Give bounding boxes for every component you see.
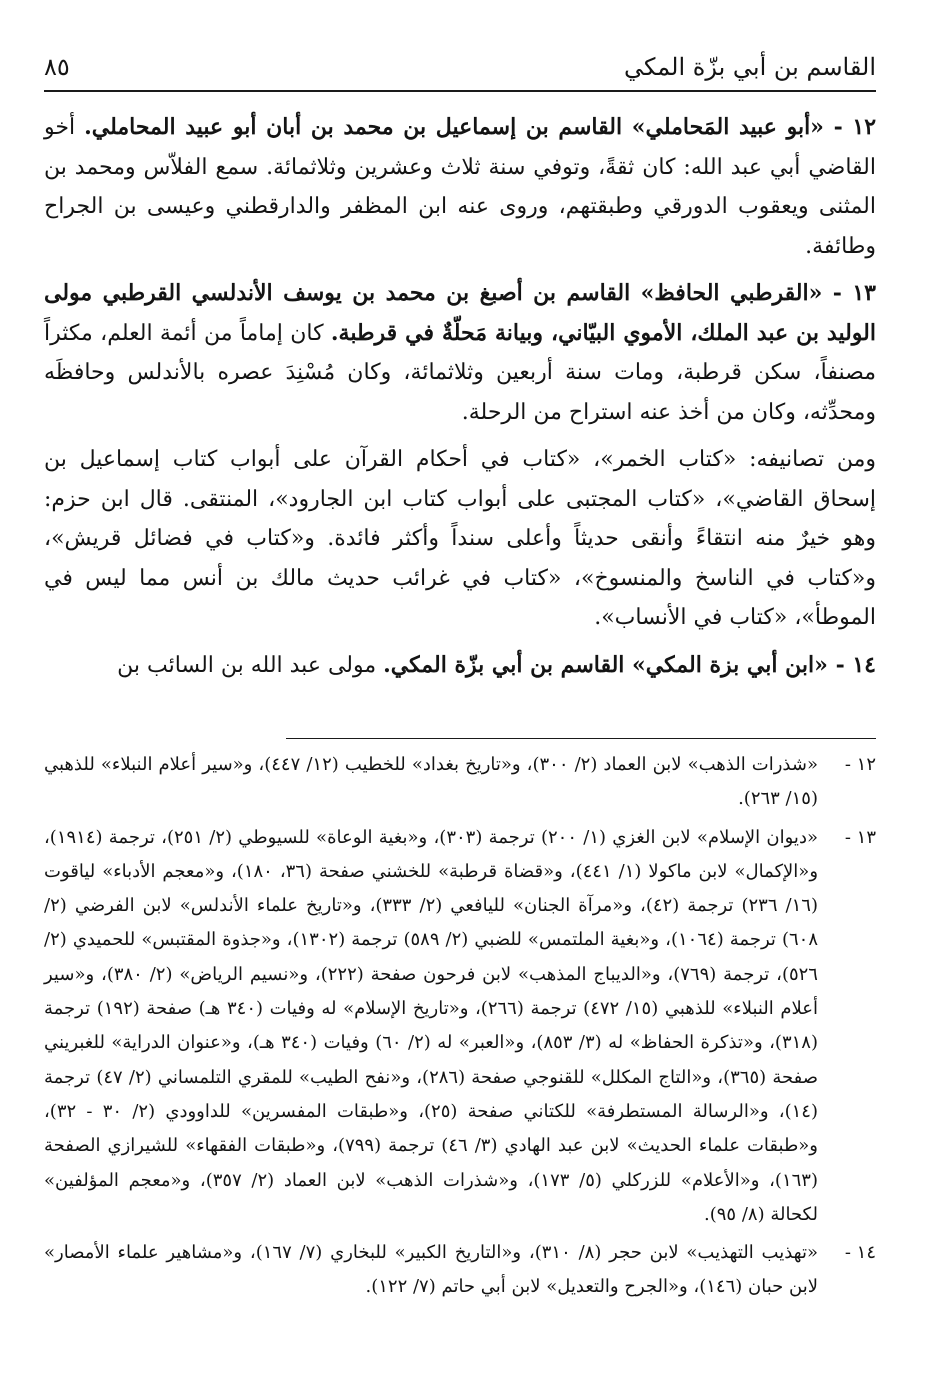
entry-12 (44, 108, 876, 266)
footnote-separator (286, 738, 876, 739)
entry-number: ١٣ - (822, 280, 876, 306)
entry-body: أخو القاضي أبي عبد الله: كان ثقةً، وتوفي سنة ثلاث وعشرين وثلاثمائة. سمع الفلاّس ومحمد بن المثنى ويعقوب الدورقي وطبقتهم، وروى عنه ابن المظفر والدارقطني وعيسى بن الجراح وطائفة. (44, 115, 876, 259)
footnote-number: ١٤ - (844, 1242, 876, 1264)
footnote-number: ١٣ - (844, 826, 876, 848)
page-number: ٨٥ (44, 53, 70, 81)
entry-heading: «ابن أبي بزة المكي» القاسم بن أبي بزّة المكي. (383, 651, 828, 678)
entry-body: مولى عبد الله بن السائب بن (117, 652, 384, 678)
footnote-13 (44, 821, 876, 1233)
footnote-text: «ديوان الإسلام» لابن الغزي (١/ ٢٠٠) ترجمة (٣٠٣)، و«بغية الوعاة» للسيوطي (٢/ ٢٥١)، ترجمة (١٩١٤)، و«الإكمال» لابن ماكولا (١/ ٤٤١)، و«قضاة قرطبة» للخشني صفحة (٣٦، ١٨٠)، و«معجم الأدباء» لياقوت (١٦/ ٢٣٦) ترجمة (٤٢)، و«مرآة الجنان» لليافعي (٢/ ٣٣٣)، و«تاريخ علماء الأندلس» لابن الفرضي (٢/ ٦٠٨) ترجمة (١٠٦٤)، و«بغية الملتمس» للضبي (٢/ ٥٨٩) ترجمة (١٣٠٢)، و«جذوة المقتبس» للحميدي (٢/ ٥٢٦)، ترجمة (٧٦٩)، و«الديباج المذهب» لابن فرحون صفحة (٢٢٢)، و«نسيم الرياض» (٢/ ٣٨٠)، و«سير أعلام النبلاء» للذهبي (١٥/ ٤٧٢) ترجمة (٢٦٦)، و«تاريخ الإسلام» له وفيات (٣٤٠ هـ) صفحة (١٩٢) ترجمة (٣١٨)، و«تذكرة الحفاظ» له (٣/ ٨٥٣)، و«العبر» له (٢/ ٦٠) وفيات (٣٤٠ هـ)، و«عنوان الدراية» للغبريني صفحة (٣٦٥)، و«التاج المكلل» للقنوجي صفحة (٢٨٦)، و«نفح الطيب» للمقري التلمساني (٢/ ٤٧) ترجمة (١٤)، و«الرسالة المستطرفة» للكتاني صفحة (٢٥)، و«طبقات المفسرين» للداوودي (٢/ ٣٠ - ٣٢)، و«طبقات علماء الحديث» لابن عبد الهادي (٣/ ٤٦) ترجمة (٧٩٩)، و«طبقات الفقهاء» للشيرازي الصفحة (١٦٣)، و«الأعلام» للزركلي (٥/ ١٧٣)، و«شذرات الذهب» لابن العماد (٢/ ٣٥٧)، و«معجم المؤلفين» لكحالة (٨/ ٩٥). (44, 826, 819, 1225)
entry-heading: «القرطبي الحافظ» القاسم بن أصبغ بن محمد بن يوسف الأندلسي القرطبي مولى الوليد بن عبد الملك، الأموي البيّاني، وبيانة مَحلّةٌ في قرطبة. (44, 280, 876, 346)
works-paragraph: ومن تصانيفه: «كتاب الخمر»، «كتاب في أحكام القرآن على أبواب كتاب إسماعيل بن إسحاق القاضي»، «كتاب المجتبى على أبواب كتاب ابن الجارود»، المنتقى. قال ابن حزم: وهو خيرٌ منه انتقاءً وأنقى حديثاً وأعلى سنداً وأكثر فائدة. و«كتاب في فضائل قريش»، و«كتاب في الناسخ والمنسوخ»، «كتاب في غرائب حديث مالك بن أنس مما ليس في الموطأ»، «كتاب في الأنساب». (44, 447, 876, 630)
footnote-14 (44, 1236, 876, 1305)
entry-body: كان إماماً من أئمة العلم، مكثراً مصنفاً، سكن قرطبة، ومات سنة أربعين وثلاثمائة، وكان مُسْنِدَ عصره بالأندلس وحافظَه ومحدِّثه، وكان من أخذ عنه استراح من الرحلة. (44, 320, 876, 425)
footnotes (44, 748, 876, 1309)
footnote-text: «شذرات الذهب» لابن العماد (٢/ ٣٠٠)، و«تاريخ بغداد» للخطيب (١٢/ ٤٤٧)، و«سير أعلام النبلاء» للذهبي (١٥/ ٢٦٣). (44, 754, 818, 810)
entry-number: ١٢ - (823, 114, 877, 140)
entry-heading: «أبو عبيد المَحاملي» القاسم بن إسماعيل بن محمد بن أبان أبو عبيد المحاملي. (84, 114, 824, 140)
page-header (44, 44, 876, 92)
entry-13 (44, 274, 876, 432)
entry-number: ١٤ - (827, 651, 876, 678)
main-text (44, 108, 876, 693)
footnote-12 (44, 748, 876, 817)
running-title: القاسم بن أبي بزّة المكي (624, 53, 876, 81)
entry-14 (44, 646, 876, 686)
footnote-text: «تهذيب التهذيب» لابن حجر (٨/ ٣١٠)، و«التاريخ الكبير» للبخاري (٧/ ١٦٧)، و«مشاهير علماء الأمصار» لابن حبان (١٤٦)، و«الجرح والتعديل» لابن أبي حاتم (٧/ ١٢٢). (44, 1242, 818, 1298)
footnote-number: ١٢ - (844, 754, 876, 775)
